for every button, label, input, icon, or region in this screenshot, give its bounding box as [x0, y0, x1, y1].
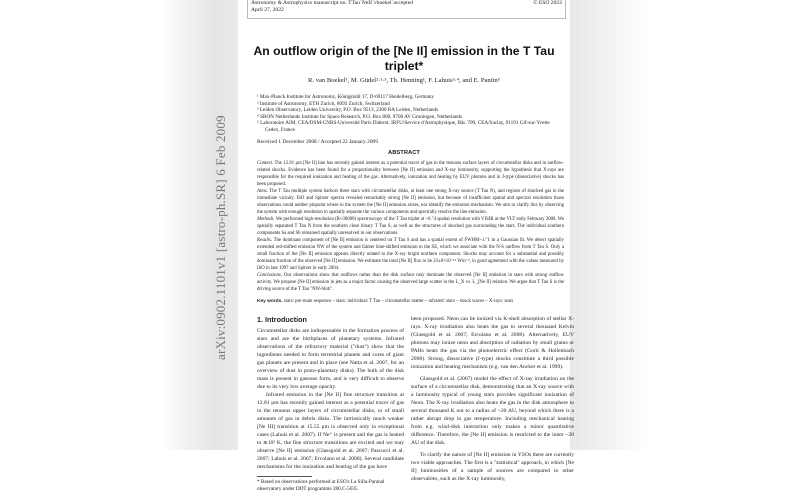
- arxiv-stamp: arXiv:0902.1101v1 [astro-ph.SR] 6 Feb 2009: [213, 115, 228, 360]
- header-date: April 27, 2022: [251, 7, 284, 14]
- affiliation: ⁵ Laboratoire AIM, CEA/DSM-CNRS-Université Paris Diderot, IRFU/Service d'Astrophysique, Bât. 709, CEA/Saclay, 91191 Gif-sur-Yvette Cedex, France: [257, 120, 550, 133]
- affiliation: ³ Leiden Observatory, Leiden University, P.O. Box 9513, 2300 RA Leiden, Netherlands: [257, 107, 439, 113]
- copyright: © ESO 2022: [533, 0, 562, 6]
- results-text: The dominant component of [Ne II] emission is centered on T Tau S and has a spatial extent of FWHM~1.″1 in a Gaussian fit. We detect spatially extended red-shifted emission NW of the system and fainter blue-shifted emission to the SE, which we associate with the N-S outflow from T Tau S. Only a small fraction of the [Ne II] emission appears directly related to the X-ray bright northern component. Shocks may account for a substantial and possibly dominant fraction of the observed [Ne II] emission. We estimate the total [Ne II] flux to be 23±6×10⁻¹⁶ Wm⁻², in good agreement with the values measured by ISO in late 1997 and Spitzer in early 2004.: [257, 238, 564, 271]
- paragraph: Circumstellar disks are indispensable in the formation process of stars and are the birthplaces of planetary systems. Infrared observations of the refractory material ("dust") show that the ingredients needed to form terrestrial planets and cores of giant gas planets are present and in place (see Natta et al. 2007, for an overview of dust in proto-planetary disks). The bulk of the disk mass is present in gaseous form, and is very difficult to observe due to its very low average opacity.: [257, 328, 404, 390]
- conclusions-text: Our observations show that outflows rather than the disk surface may dominate the observed [Ne II] emission in stars with strong outflow activity. We propose [Ne II] emission in jets as a major factor causing the observed large scatter in the L_X vs. L_[Ne II] relation. We argue that T Tau S is the driving source of the T Tau "NW-blob".: [257, 273, 564, 292]
- methods-label: Methods.: [257, 217, 275, 222]
- conclusions-label: Conclusions.: [257, 273, 282, 278]
- paper-title: An outflow origin of the [Ne II] emission in the T Tau triplet*: [253, 44, 555, 73]
- header-left: [251, 0, 491, 15]
- footnote-rule: [257, 476, 312, 477]
- left-column-wrap: [257, 315, 404, 493]
- paper-content: [253, 44, 574, 493]
- paragraph: been proposed. Neon can be ionized via K-shell absorption of stellar X-rays. X-ray irradiation also heats the gas to several thousand Kelvin (Glassgold et al. 2007; Ercolano et al. 2008). Alternatively, EUV photons may ionize neon and absorption of radiation by small grains or PAHs heats the gas via the photoelectric effect (Gorti & Hollenbach 2008). Strong, dissociative (J-type) shocks constitute a third possible ionization and heating mechanism (e.g. van den Ancker et al. 1999).: [411, 316, 574, 370]
- affiliation: ⁴ SRON Netherlands Institute for Space Research, P.O. Box 800, 9700 AV Groningen, Netherlands: [257, 113, 463, 120]
- affiliation: ² Institute of Astronomy, ETH Zurich, 8093 Zurich, Switzerland: [257, 100, 390, 107]
- results-label: Results.: [257, 238, 273, 243]
- aims-label: Aims.: [257, 189, 268, 194]
- aims-text: The T Tau multiple system harbors three stars with circumstellar disks, at least one strong X-ray source (T Tau N), and regions of shocked gas in the immediate vicinity. ISO and Spitzer spectra revealed remarkably strong [Ne II] emission, but because of insufficient spatial and spectral resolution those observations could neither pinpoint where in the system the [Ne II] emission arises, nor identify the emission mechanism. We aim to clarify this by observing the system with enough resolution to spatially separate the various components and spectrally resolve the line emission.: [257, 189, 564, 215]
- body-columns: [257, 315, 574, 493]
- page-shadow-right: [568, 0, 648, 450]
- running-header: [247, 0, 566, 19]
- paragraph: To clarify the nature of [Ne II] emission in YSOs there are currently two viable approaches. The first is a "statistical" approach, in which [Ne II] luminosities of a sample of sources are compared to other observables, such as the X-ray luminosity,: [411, 452, 574, 482]
- methods-text: We performed high-resolution (R≈30000) spectroscopy of the T Tau triplet at ~0.″4 spatial resolution with VISIR at the VLT early February 2008. We spatially separated T Tau N from the southern close binary T Tau S, as well as the structures of shocked gas surrounding the stars. The individual southern components Sa and Sb remained spatially unresolved in our observations.: [257, 217, 564, 236]
- keywords-label: Key words.: [257, 299, 283, 304]
- affiliation: ¹ Max-Planck Institute for Astronomy, Königstuhl 17, D-69117 Heidelberg, Germany: [257, 94, 434, 100]
- abstract-heading: ABSTRACT: [388, 150, 420, 156]
- keywords: [257, 298, 564, 305]
- received-dates: Received 1 December 2008 / Accepted 22 January 2009: [257, 139, 378, 145]
- paragraph: Glassgold et al. (2007) model the effect of X-ray irradiation on the surface of a circumstellar disk, demonstrating that an X-ray source with a luminosity typical of young stars provides significant ionization of Neon. The X-ray irradiation also heats the gas in the disk atmosphere to several thousand K out to a radius of ~20 AU, beyond which there is a rather abrupt drop in gas temperature. Including mechanical heating from e.g. wind-disk interaction only makes a minor quantitative difference. Therefore, the [Ne II] emission is restricted to the inner ~20 AU of the disk.: [411, 376, 574, 446]
- footnote: * Based on observations performed at ESO's La Silla-Paranal observatory under DDT programme 280.C-5035: [257, 479, 385, 492]
- context-label: Context.: [257, 161, 274, 166]
- paragraph: Infrared emission in the [Ne II] fine structure transition at 12.81 μm has recently gained interest as a potential tracer of gas in the tenuous upper layers of circumstellar disks, or of small amounts of gas in debris disks. The intrinsically much weaker [Ne III] transition at 15.55 μm is observed only in exceptional cases (Lahuis et al. 2007). If Ne⁺ is present and the gas is heated to ≳10³ K, the fine structure transitions are excited and we may observe [Ne II] emission (Glassgold et al. 2007; Pascucci et al. 2007; Lahuis et al. 2007; Ercolano et al. 2008). Several candidate mechanisms for the ionization and heating of the gas have: [257, 392, 404, 470]
- right-column: [411, 315, 574, 483]
- author-list: R. van Boekel¹, M. Güdel²·¹·³, Th. Henning¹, F. Lahuis³·⁴, and E. Pantin⁵: [308, 77, 500, 84]
- journal-line: Astronomy & Astrophysics manuscript no. TTau˙NeII˙vboekel˙accepted: [251, 0, 413, 6]
- keywords-text: stars: pre-main sequence – stars: individual: T Tau – circumstellar matter – infrared: stars – shock waves – X-rays: stars: [282, 299, 514, 304]
- section-heading: 1. Introduction: [257, 315, 307, 324]
- context-text: The 12.81 μm [Ne II] line has recently gained interest as a potential tracer of gas in the tenuous surface layers of circumstellar disks and in outflow-related shocks. Evidence has been found for a proportionality between [Ne II] emission and X-ray luminosity, supporting the hypothesis that X-rays are responsible for the required ionization and heating of the gas. Alternatively, ionization and heating by EUV photons and in J-type (dissociative) shocks has been proposed.: [257, 161, 564, 187]
- left-column: [257, 327, 404, 471]
- affiliations: [257, 94, 562, 133]
- abstract-body: [257, 160, 564, 293]
